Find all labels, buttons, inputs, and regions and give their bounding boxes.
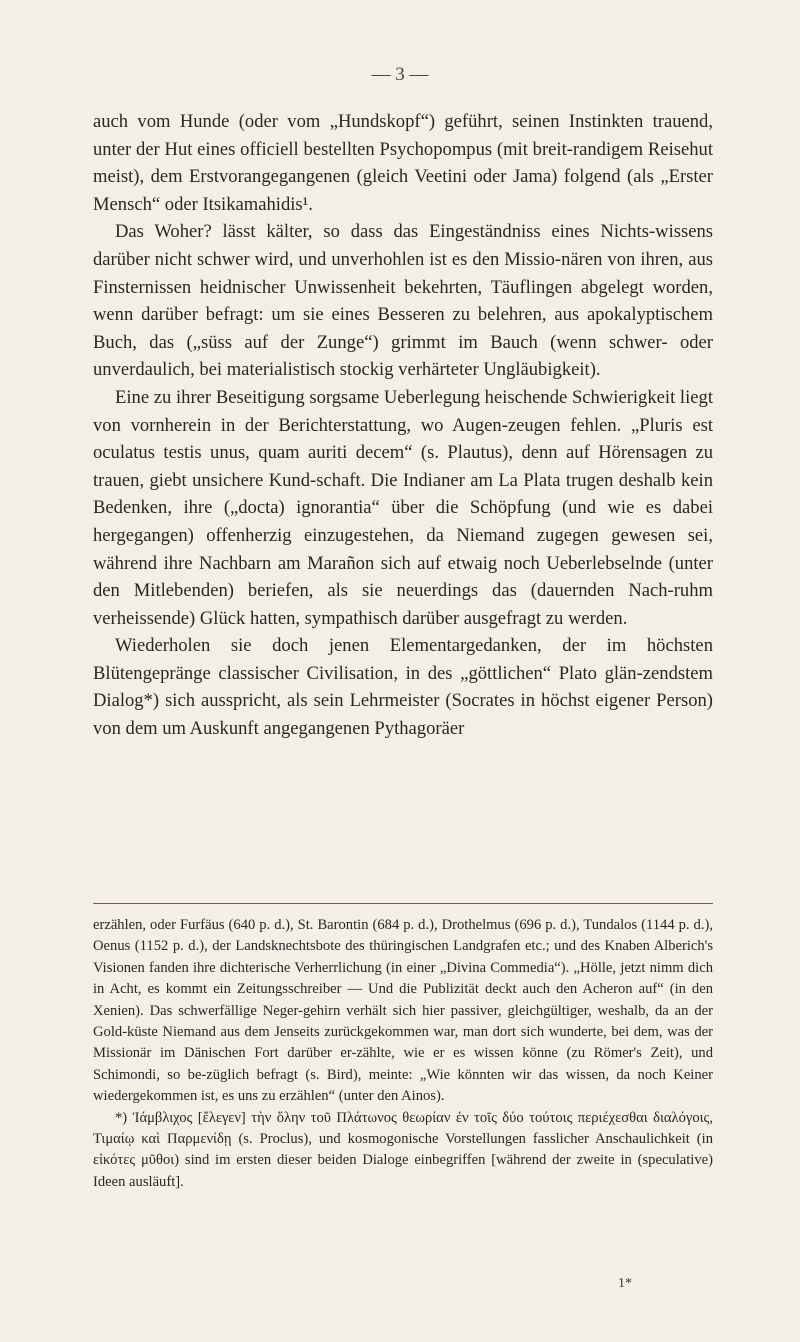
paragraph-2: Das Woher? lässt kälter, so dass das Eingeständniss eines Nichts-wissens darüber nicht schwer wird, und unverhohlen ist es den Missio-nären von ihren, aus Finsternissen heidnischer Unwissenheit bekehrten, Täuflingen abgelegt worden, wenn darüber befragt: um sie eines Besseren zu belehren, aus apokalyptischem Buch, das („süss auf der Zunge“) grimmt im Bauch (wenn schwer- oder unverdaulich, bei materialistisch stockig verhärteter Ungläubigkeit). <box>93 221 713 381</box>
page-number: — 3 — <box>371 64 429 85</box>
footnote-divider <box>93 903 713 904</box>
footnote-continuation: erzählen, oder Furfäus (640 p. d.), St. Barontin (684 p. d.), Drothelmus (696 p. d.), Tundalos (1144 p. d.), Oenus (1152 p. d.), der Landsknechtsbote des thüringischen Landgrafen etc.; und des Knaben Alberich's Visionen fanden ihre dichterische Verherrlichung (in einer „Divina Commedia“). „Hölle, jetzt nimm dich in Acht, es kommt ein Zeitungsschreiber — Und die Publizität deckt auch den Acheron auf“ (in den Xenien). Das schwerfällige Neger-gehirn verhält sich hier passiver, gleichgültiger, weshalb, da an der Gold-küste Niemand aus dem Jenseits zurückgekommen war, man dort sich wunderte, bei dem, was der Missionär im Dänischen Fort darüber er-zählte, wie er es wissen könne (zu Römer's Zeit), und Schimondi, so be-züglich befragt (s. Bird), meinte: „Wie könnten wir das wissen, da noch Keiner wiedergekommen ist, es uns zu erzählen“ (unter den Ainos). <box>93 917 713 1105</box>
main-text <box>93 108 713 743</box>
paragraph-3: Eine zu ihrer Beseitigung sorgsame Ueberlegung heischende Schwierigkeit liegt von vornherein in der Berichterstattung, wo Augen-zeugen fehlen. „Pluris est oculatus testis unus, quam auriti decem“ (s. Plautus), denn auf Hörensagen zu trauen, giebt unsichere Kund-schaft. Die Indianer am La Plata trugen deshalb kein Bedenken, ihre („docta) ignorantia“ über die Schöpfung (und wie es dabei hergegangen) offenherzig einzugestehen, da Niemand zugegen gewesen sei, während ihre Nachbarn am Marañon sich auf etwaig noch Ueberlebselnde (unter den Mitlebenden) beriefen, als sie neuerdings das (dauernden Nach-ruhm verheissende) Glück hatten, sympathisch darüber ausgefragt zu werden. <box>93 386 713 629</box>
paragraph-4: Wiederholen sie doch jenen Elementargedanken, der im höchsten Blütengepränge classischer Civilisation, in des „göttlichen“ Plato glän-zendstem Dialog*) sich ausspricht, als sein Lehrmeister (Socrates in höchst eigener Person) von dem um Auskunft angegangenen Pythagoräer <box>93 635 713 740</box>
paragraph-1: auch vom Hunde (oder vom „Hundskopf“) geführt, seinen Instinkten trauend, unter der Hut eines officiell bestellten Psychopompus (mit breit-randigem Reisehut meist), dem Erstvorangegangenen (gleich Veetini oder Jama) folgend (als „Erster Mensch“ oder Itsikamahidis¹. <box>93 111 713 215</box>
signature-mark: 1* <box>618 1276 632 1291</box>
footnotes <box>93 915 713 1193</box>
footnote-star: *) Ἰάμβλιχος [ἔλεγεν] τὴν ὅλην τοῦ Πλάτωνος θεωρίαν ἐν τοῖς δύο τούτοις περιέχεσθαι διαλόγοις, Τιμαίῳ καὶ Παρμενίδῃ (s. Proclus), und kosmogonische Vorstellungen fasslicher Anschaulichkeit (in εἰκότες μῦθοι) sind im ersten dieser beiden Dialoge einbegriffen [während der zweite in (speculative) Ideen ausläuft]. <box>93 1109 713 1190</box>
